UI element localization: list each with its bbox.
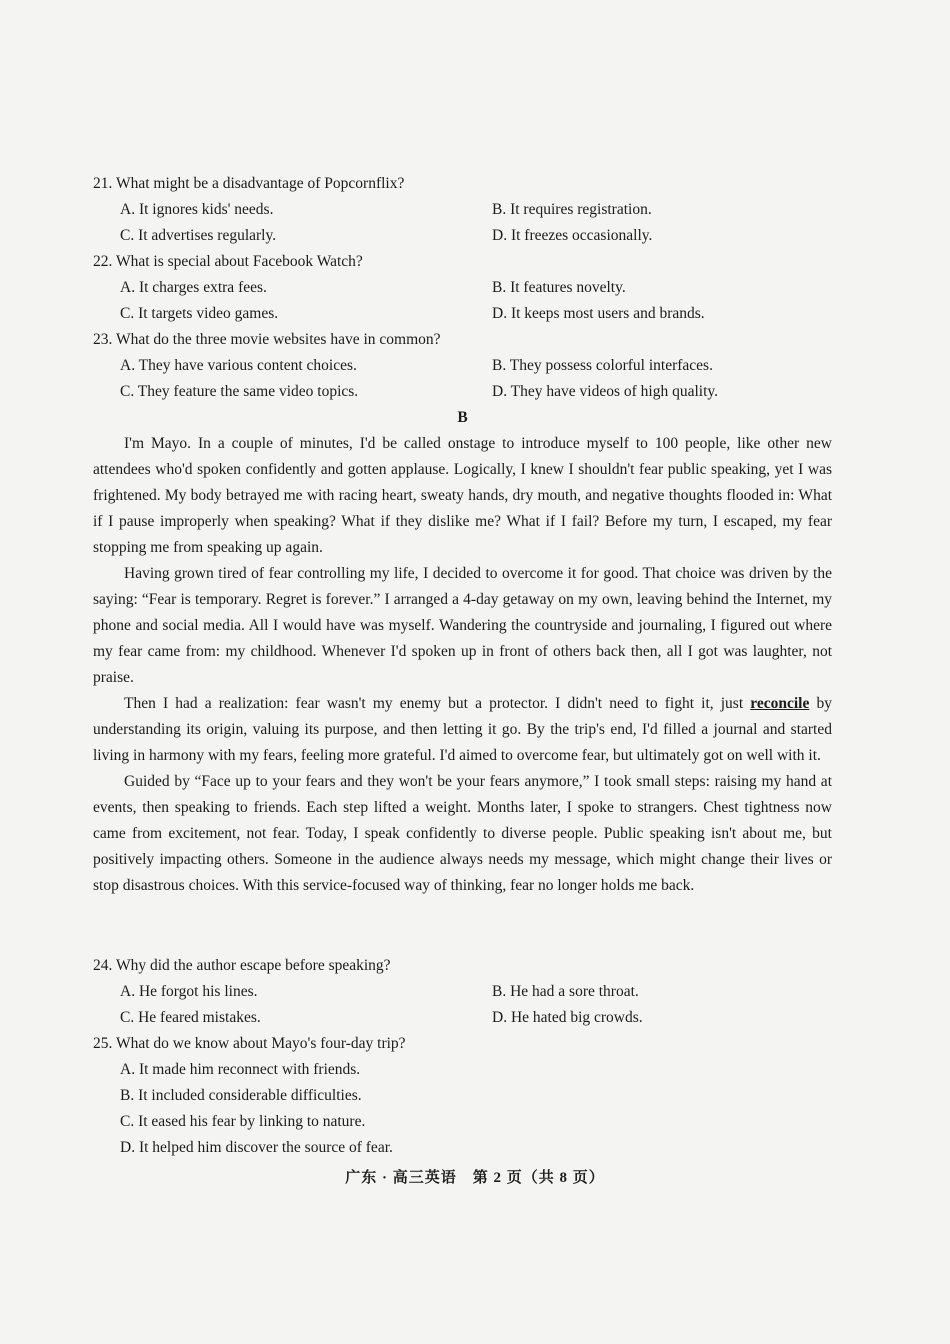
- question-21-stem: 21. What might be a disadvantage of Popcornflix?: [93, 175, 405, 192]
- page-footer: 广东 · 高三英语 第 2 页（共 8 页）: [345, 1170, 605, 1186]
- section-b-title: B: [457, 409, 468, 426]
- question-22-options-row-1: [93, 275, 832, 301]
- question-25-option-d: D. It helped him discover the source of fear.: [120, 1139, 393, 1156]
- question-22-options-row-2: [93, 301, 832, 327]
- question-21-options-row-1: [93, 197, 832, 223]
- question-21-option-a: A. It ignores kids' needs.: [120, 201, 274, 218]
- question-22-option-a: A. It charges extra fees.: [120, 279, 267, 296]
- question-24-option-d: D. He hated big crowds.: [492, 1009, 643, 1026]
- question-24-options-row-2: [93, 1005, 832, 1031]
- questions-21-23: [93, 171, 832, 405]
- paragraph-3-text-before: Then I had a realization: fear wasn't my enemy but a protector. I didn't need to fight it, just: [124, 695, 751, 712]
- question-24-option-b: B. He had a sore throat.: [492, 983, 639, 1000]
- question-25-stem: 25. What do we know about Mayo's four-day trip?: [93, 1035, 406, 1052]
- question-24-stem: 24. Why did the author escape before speaking?: [93, 957, 391, 974]
- question-21-option-b: B. It requires registration.: [492, 201, 652, 218]
- passage-paragraph-4: Guided by “Face up to your fears and they won't be your fears anymore,” I took small steps: raising my hand at events, then speaking to friends. Each step lifted a weight. Months later, I spoke to strangers. Chest tightness now came from excitement, not fear. Today, I speak confidently to diverse people. Public speaking isn't about me, but positively impacting others. Someone in the audience always needs my message, which might change their lives or stop disastrous choices. With this service-focused way of thinking, fear no longer holds me back.: [93, 773, 832, 894]
- passage-paragraph-1: I'm Mayo. In a couple of minutes, I'd be called onstage to introduce myself to 100 people, like other new attendees who'd spoken confidently and gotten applause. Logically, I knew I shouldn't fear public speaking, yet I was frightened. My body betrayed me with racing heart, sweaty hands, dry mouth, and negative thoughts flooded in: What if I pause improperly when speaking? What if they dislike me? What if I fail? Before my turn, I escaped, my fear stopping me from speaking up again.: [93, 435, 832, 556]
- question-25-option-b: B. It included considerable difficulties.: [120, 1087, 362, 1104]
- passage-paragraph-3: [93, 691, 832, 769]
- section-b: [93, 405, 832, 899]
- question-25-option-c: C. It eased his fear by linking to nature.: [120, 1113, 366, 1130]
- question-22-option-d: D. It keeps most users and brands.: [492, 305, 705, 322]
- question-23-option-c: C. They feature the same video topics.: [120, 383, 359, 400]
- question-21-option-d: D. It freezes occasionally.: [492, 227, 653, 244]
- passage-paragraph-2: Having grown tired of fear controlling my life, I decided to overcome it for good. That choice was driven by the saying: “Fear is temporary. Regret is forever.” I arranged a 4-day getaway on my own, leaving behind the Internet, my phone and social media. All I would have was myself. Wandering the countryside and journaling, I figured out where my fear came from: my childhood. Whenever I'd spoken up in front of others back then, all I got was laughter, not praise.: [93, 565, 832, 686]
- question-22-option-c: C. It targets video games.: [120, 305, 279, 322]
- question-23-stem: 23. What do the three movie websites have in common?: [93, 331, 441, 348]
- question-24-options-row-1: [93, 979, 832, 1005]
- question-23-options-row-1: [93, 353, 832, 379]
- question-25-option-a: A. It made him reconnect with friends.: [120, 1061, 361, 1078]
- question-21-options-row-2: [93, 223, 832, 249]
- question-23-options-row-2: [93, 379, 832, 405]
- question-22-stem: 22. What is special about Facebook Watch?: [93, 253, 363, 270]
- question-21-option-c: C. It advertises regularly.: [120, 227, 277, 244]
- questions-24-25: [93, 953, 832, 1161]
- question-23-option-d: D. They have videos of high quality.: [492, 383, 718, 400]
- question-23-option-b: B. They possess colorful interfaces.: [492, 357, 713, 374]
- question-24-option-a: A. He forgot his lines.: [120, 983, 258, 1000]
- paragraph-3-text-after: by understanding its origin, valuing its purpose, and then letting it go. By the trip's end, I'd filled a journal and started living in harmony with my fears, feeling more grateful. I'd aimed to overcome fear, but ultimately got on well with it.: [93, 695, 832, 764]
- question-24-option-c: C. He feared mistakes.: [120, 1009, 261, 1026]
- question-23-option-a: A. They have various content choices.: [120, 357, 357, 374]
- underlined-keyword: reconcile: [750, 695, 810, 712]
- question-22-option-b: B. It features novelty.: [492, 279, 626, 296]
